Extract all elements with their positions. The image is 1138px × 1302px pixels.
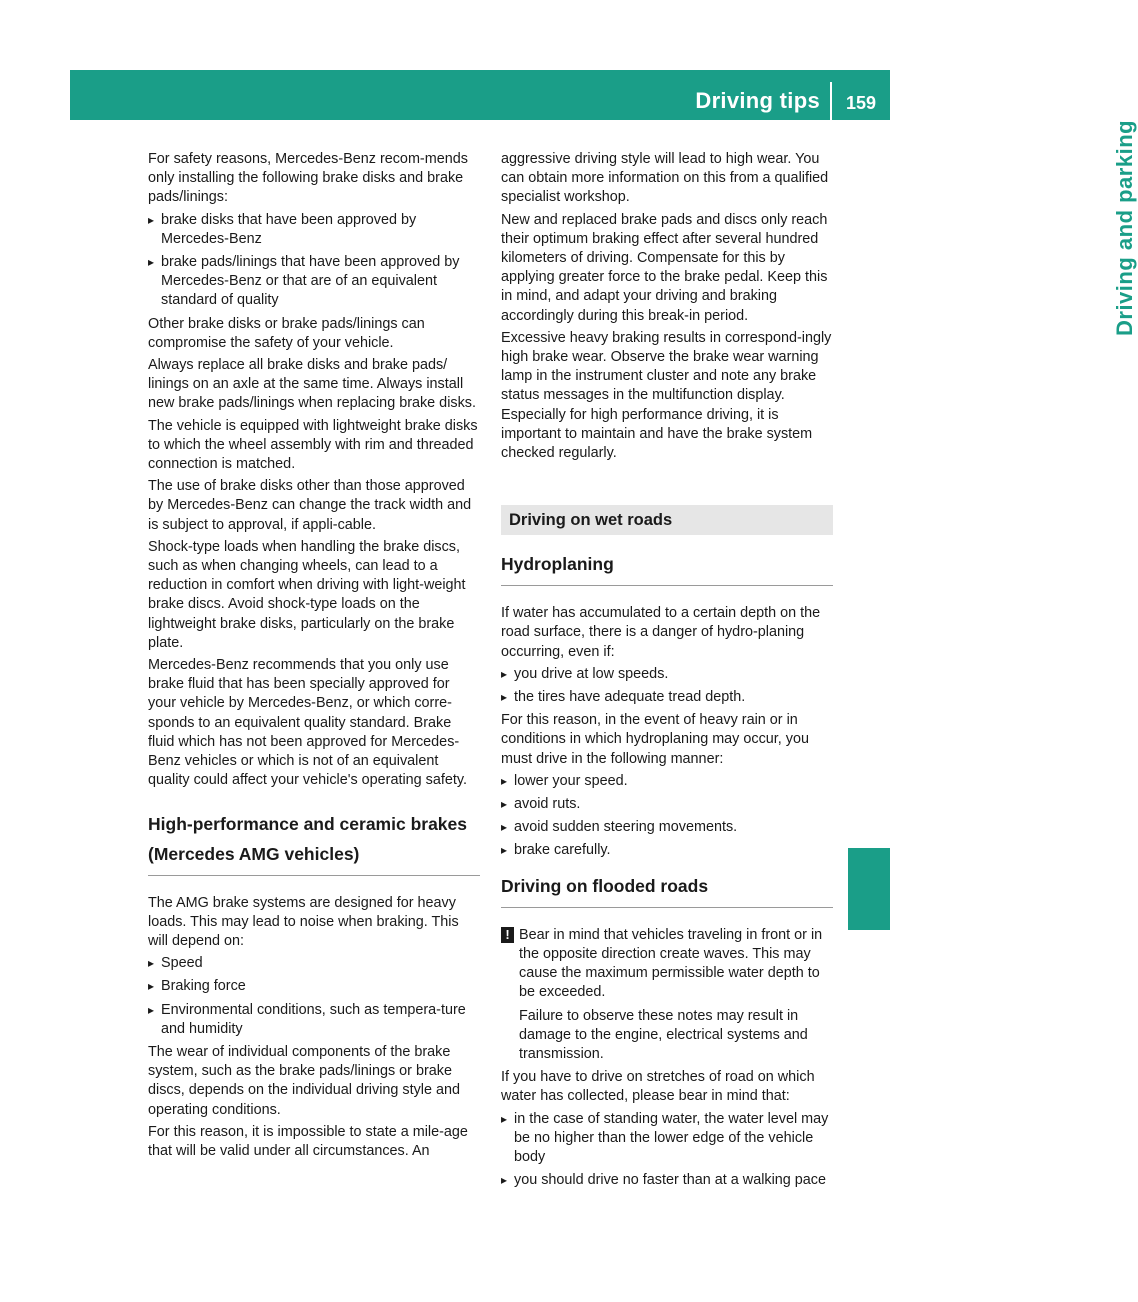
paragraph: Shock-type loads when handling the brake discs, such as when changing wheels, can lead to a reduction in comfort when driving with light-weight brake discs. Avoid shock-type loads on the lightweight brake disks, particularly on the brake plate. bbox=[148, 538, 466, 651]
side-tab-label: Driving and parking bbox=[1112, 120, 1137, 337]
bullet-list bbox=[501, 772, 833, 861]
heading-flooded-roads: Driving on flooded roads bbox=[501, 871, 833, 908]
paragraph: For this reason, it is impossible to state a mile-age that will be valid under all circumstances. An bbox=[148, 1123, 468, 1159]
paragraph: The wear of individual components of the brake system, such as the brake pads/linings or brake discs, depends on the individual driving style and operating conditions. bbox=[148, 1043, 460, 1118]
list-item: ▸ Speed bbox=[148, 954, 480, 973]
bullet-list bbox=[501, 665, 833, 707]
list-item: ▸ Braking force bbox=[148, 977, 480, 996]
notice-text: Failure to observe these notes may result in damage to the engine, electrical systems and transmission. bbox=[519, 1007, 808, 1062]
bullet-list bbox=[501, 1110, 833, 1191]
list-item: ▸ avoid sudden steering movements. bbox=[501, 818, 833, 837]
list-item: ▸ the tires have adequate tread depth. bbox=[501, 688, 833, 707]
header-bar bbox=[70, 70, 890, 120]
list-item: ▸ you should drive no faster than at a walking pace bbox=[501, 1171, 833, 1190]
paragraph: Mercedes-Benz recommends that you only use brake fluid that has been specially approved for your vehicle by Mercedes-Benz, or which corre-sponds to an equivalent quality standard. Brake fluid which has not been approved for Mercedes-Benz vehicles or which is not of an equivalent quality could affect your vehicle's operating safety. bbox=[148, 657, 467, 789]
bullet-list bbox=[148, 211, 480, 311]
chapter-title: Driving tips bbox=[695, 88, 820, 113]
heading-high-performance-brakes: High-performance and ceramic brakes (Mercedes AMG vehicles) bbox=[148, 809, 480, 876]
paragraph: Excessive heavy braking results in correspond-ingly high brake wear. Observe the brake wear warning lamp in the instrument cluster and note any brake status messages in the multifunction display. Especially for high performance driving, it is important to maintain and have the brake system checked regularly. bbox=[501, 329, 832, 462]
paragraph: Other brake disks or brake pads/linings can compromise the safety of your vehicle. bbox=[148, 315, 425, 351]
left-column bbox=[148, 150, 480, 1164]
paragraph: If water has accumulated to a certain depth on the road surface, there is a danger of hydro-planing occurring, even if: bbox=[501, 605, 821, 660]
paragraph: The vehicle is equipped with lightweight brake disks to which the wheel assembly with rim and threaded connection is matched. bbox=[148, 417, 478, 473]
list-item: ▸ lower your speed. bbox=[501, 772, 833, 791]
paragraph: aggressive driving style will lead to high wear. You can obtain more information on this from a qualified specialist workshop. bbox=[501, 151, 829, 206]
heading-hydroplaning: Hydroplaning bbox=[501, 549, 833, 586]
notice-block bbox=[501, 926, 833, 1064]
list-item: ▸ avoid ruts. bbox=[501, 795, 833, 814]
notice-text: Bear in mind that vehicles traveling in front or in the opposite direction create waves. This may cause the maximum permissible water depth to be exceeded. bbox=[519, 926, 823, 1001]
header-divider bbox=[830, 82, 832, 120]
paragraph: New and replaced brake pads and discs only reach their optimum braking effect after several hundred kilometers of driving. Compensate for this by applying greater force to the brake pedal. Keep this in mind, and adapt your driving and braking accordingly during this break-in period. bbox=[501, 211, 828, 324]
list-item: ▸ brake disks that have been approved by Mercedes-Benz bbox=[148, 211, 480, 249]
side-tab-marker bbox=[848, 848, 890, 930]
list-item: ▸ brake carefully. bbox=[501, 841, 833, 860]
right-column bbox=[501, 150, 833, 1194]
list-item: ▸ you drive at low speeds. bbox=[501, 665, 833, 684]
paragraph: For this reason, in the event of heavy rain or in conditions in which hydroplaning may occur, you must drive in the following manner: bbox=[501, 712, 809, 767]
paragraph: If you have to drive on stretches of road on which water has collected, please bear in mind that: bbox=[501, 1069, 815, 1105]
page-number: 159 bbox=[845, 93, 876, 113]
section-header-wet-roads: Driving on wet roads bbox=[501, 505, 833, 535]
warning-icon: ! bbox=[501, 927, 514, 943]
bullet-list bbox=[148, 954, 480, 1039]
paragraph: For safety reasons, Mercedes-Benz recom-mends only installing the following brake disks and brake pads/linings: bbox=[148, 151, 468, 206]
paragraph: The use of brake disks other than those approved by Mercedes-Benz can change the track width and is subject to approval, if appli-cable. bbox=[148, 478, 472, 533]
list-item: ▸ in the case of standing water, the water level may be no higher than the lower edge of the vehicle body bbox=[501, 1110, 833, 1168]
paragraph: Always replace all brake disks and brake pads/ linings on an axle at the same time. Always install new brake pads/linings when replacing brake disks. bbox=[148, 357, 476, 412]
paragraph: The AMG brake systems are designed for heavy loads. This may lead to noise when braking. This will depend on: bbox=[148, 894, 459, 949]
list-item: ▸ Environmental conditions, such as tempera-ture and humidity bbox=[148, 1001, 480, 1039]
list-item: ▸ brake pads/linings that have been approved by Mercedes-Benz or that are of an equivalent standard of quality bbox=[148, 253, 480, 311]
side-tab bbox=[848, 120, 1137, 930]
